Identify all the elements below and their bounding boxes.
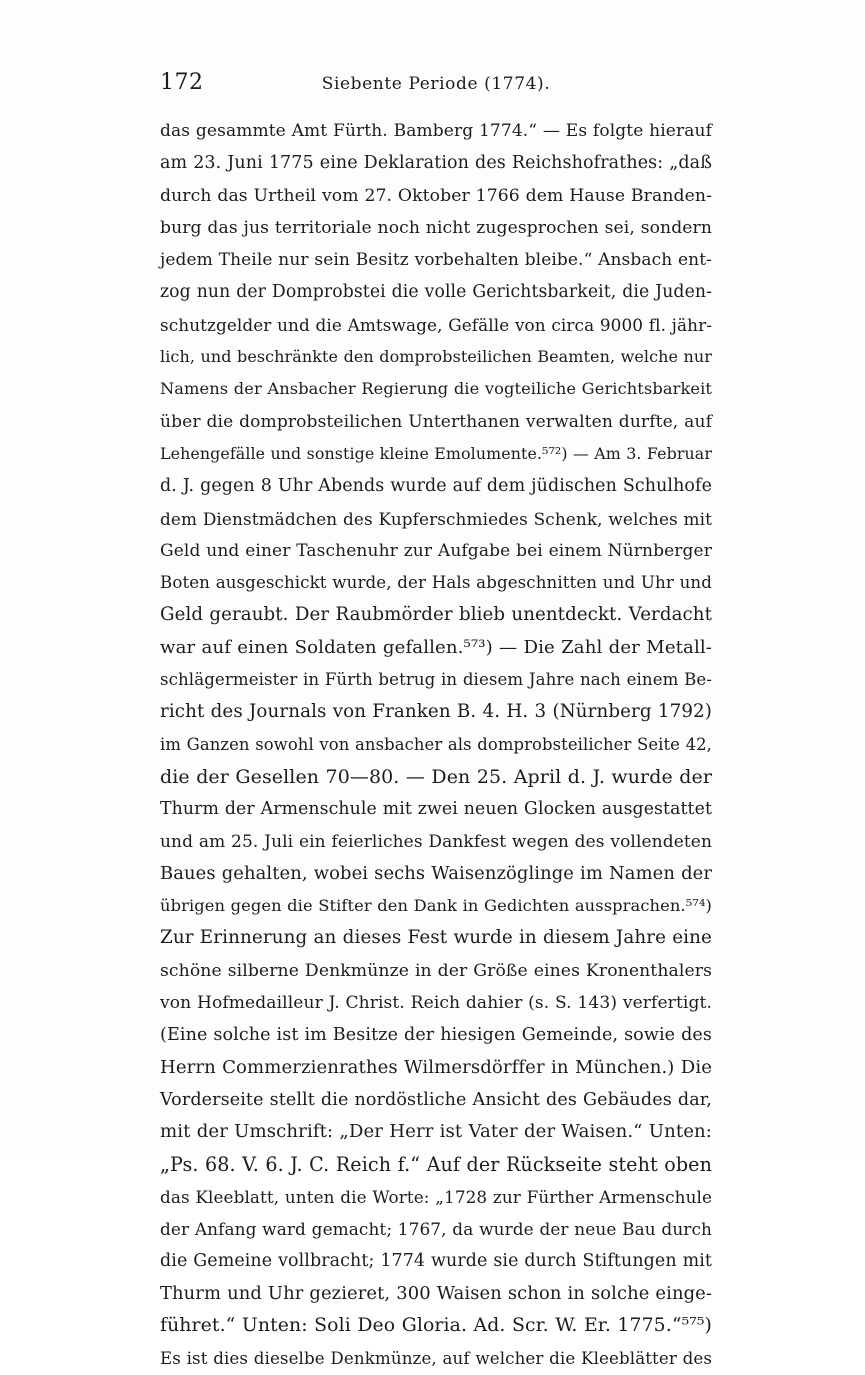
text-line: führet.“ Unten: Soli Deo Gloria. Ad. Scr. W. Er. 1775.“⁵⁷⁵) xyxy=(160,1314,712,1336)
text-line: Namens der Ansbacher Regierung die vogteiliche Gerichtsbarkeit xyxy=(160,379,712,399)
text-line: jedem Theile nur sein Besitz vorbehalten bleibe.“ Ansbach ent- xyxy=(160,250,712,271)
text-line: das gesammte Amt Fürth. Bamberg 1774.“ — Es folgte hierauf xyxy=(160,121,712,141)
body-text xyxy=(160,115,712,1375)
text-line: zog nun der Domprobstei die volle Gerichtsbarkeit, die Juden- xyxy=(160,282,712,303)
page-header xyxy=(160,66,712,102)
text-line: am 23. Juni 1775 eine Deklaration des Reichshofrathes: „daß xyxy=(160,153,712,174)
text-line: (Eine solche ist im Besitze der hiesigen Gemeinde, sowie des xyxy=(160,1025,712,1046)
text-line: burg das jus territoriale noch nicht zugesprochen sei, sondern xyxy=(160,217,712,238)
text-line: Geld geraubt. Der Raubmörder blieb unentdeckt. Verdacht xyxy=(160,604,712,626)
text-line: lich, und beschränkte den domprobsteilichen Beamten, welche nur xyxy=(160,347,712,367)
text-line: über die domprobsteilichen Unterthanen verwalten durfte, auf xyxy=(160,411,712,432)
text-line: Baues gehalten, wobei sechs Waisenzöglinge im Namen der xyxy=(160,862,712,884)
text-line: von Hofmedailleur J. Christ. Reich dahier (s. S. 143) verfertigt. xyxy=(160,993,712,1014)
text-line: und am 25. Juli ein feierliches Dankfest wegen des vollendeten xyxy=(160,831,712,852)
page-number: 172 xyxy=(160,70,204,95)
text-line: Lehengefälle und sonstige kleine Emolumente.⁵⁷²) — Am 3. Februar xyxy=(160,443,712,463)
text-line: war auf einen Soldaten gefallen.⁵⁷³) — Die Zahl der Metall- xyxy=(160,636,712,658)
text-line: übrigen gegen die Stifter den Dank in Gedichten aussprachen.⁵⁷⁴) xyxy=(160,896,712,916)
text-line: das Kleeblatt, unten die Worte: „1728 zur Fürther Armenschule xyxy=(160,1186,712,1207)
text-line: Thurm der Armenschule mit zwei neuen Glocken ausgestattet xyxy=(160,799,712,820)
running-head: Siebente Periode (1774). xyxy=(321,74,551,94)
text-line: der Anfang ward gemacht; 1767, da wurde der neue Bau durch xyxy=(160,1219,712,1240)
text-line: die der Gesellen 70—80. — Den 25. April d. J. wurde der xyxy=(160,765,712,788)
text-line: mit der Umschrift: „Der Herr ist Vater der Waisen.“ Unten: xyxy=(160,1121,712,1143)
text-line: Thurm und Uhr gezieret, 300 Waisen schon in solche einge- xyxy=(160,1282,712,1304)
text-line: d. J. gegen 8 Uhr Abends wurde auf dem jüdischen Schulhofe xyxy=(160,476,712,497)
text-line: schutzgelder und die Amtswage, Gefälle von circa 9000 fl. jähr- xyxy=(160,314,712,335)
text-line: Boten ausgeschickt wurde, der Hals abgeschnitten und Uhr und xyxy=(160,573,712,593)
text-line: die Gemeine vollbracht; 1774 wurde sie durch Stiftungen mit xyxy=(160,1251,712,1272)
text-line: Geld und einer Taschenuhr zur Aufgabe bei einem Nürnberger xyxy=(160,540,712,561)
text-line: Vorderseite stellt die nordöstliche Ansicht des Gebäudes dar, xyxy=(160,1089,712,1110)
text-line: dem Dienstmädchen des Kupferschmiedes Schenk, welches mit xyxy=(160,508,712,529)
text-line: richt des Journals von Franken B. 4. H. 3 (Nürnberg 1792) xyxy=(160,701,712,723)
text-line: „Ps. 68. V. 6. J. C. Reich f.“ Auf der Rückseite steht oben xyxy=(160,1152,712,1176)
text-line: im Ganzen sowohl von ansbacher als domprobsteilicher Seite 42, xyxy=(160,734,712,754)
text-line: Zur Erinnerung an dieses Fest wurde in diesem Jahre eine xyxy=(160,927,712,949)
text-line: durch das Urtheil vom 27. Oktober 1766 dem Hause Branden- xyxy=(160,185,712,206)
text-line: Herrn Commerzienrathes Wilmersdörffer in München.) Die xyxy=(160,1056,712,1078)
text-line: Es ist dies dieselbe Denkmünze, auf welcher die Kleeblätter des xyxy=(160,1348,712,1369)
text-line: schlägermeister in Fürth betrug in diesem Jahre nach einem Be- xyxy=(160,670,712,690)
text-line: schöne silberne Denkmünze in der Größe eines Kronenthalers xyxy=(160,960,712,981)
